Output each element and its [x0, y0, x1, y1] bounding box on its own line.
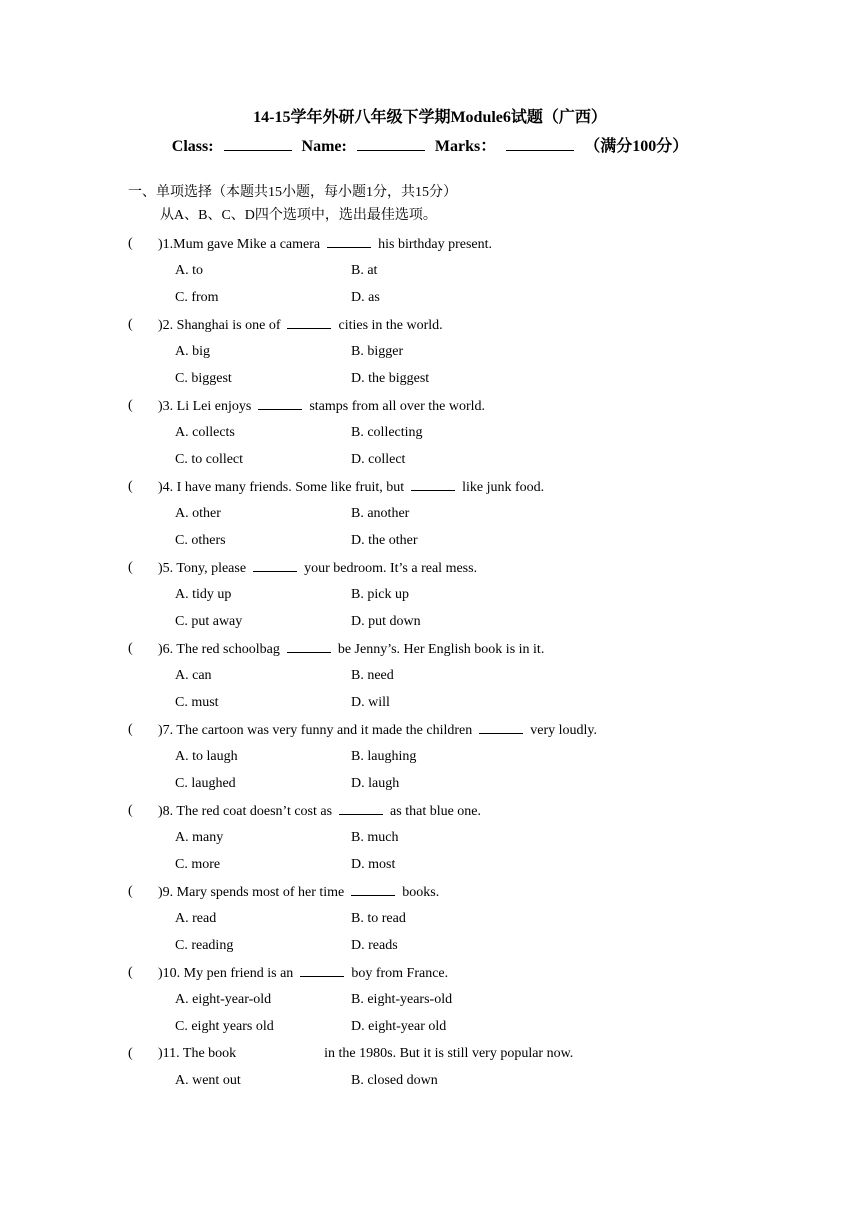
answer-blank: [253, 558, 297, 572]
marks-label: Marks：: [434, 138, 497, 155]
question-row: [0, 1044, 860, 1064]
stem-text-before: )8. The red coat doesn’t cost as: [158, 804, 333, 819]
answer-paren[interactable]: (: [128, 965, 133, 980]
option-item[interactable]: B. much: [351, 830, 399, 845]
option-item[interactable]: B. pick up: [351, 587, 409, 602]
option-row: [0, 855, 860, 875]
stem-text-before: )6. The red schoolbag: [158, 642, 280, 657]
question-row: [0, 639, 860, 659]
stem-text-before: )7. The cartoon was very funny and it made the children: [158, 723, 473, 738]
answer-paren[interactable]: (: [128, 641, 133, 656]
option-row: [0, 612, 860, 632]
option-item[interactable]: C. eight years old: [175, 1019, 274, 1034]
answer-blank: [287, 315, 331, 329]
option-item[interactable]: A. went out: [175, 1073, 241, 1088]
section-heading: 一、单项选择（本题共15小题，每小题1分，共15分）: [128, 185, 457, 200]
option-item[interactable]: B. collecting: [351, 425, 423, 440]
option-row: [0, 369, 860, 389]
option-item[interactable]: C. biggest: [175, 371, 232, 386]
stem-text-after: very loudly.: [530, 723, 597, 738]
option-item[interactable]: D. reads: [351, 938, 398, 953]
question-stem: [158, 963, 448, 984]
answer-blank: [327, 234, 371, 248]
option-item[interactable]: B. bigger: [351, 344, 404, 359]
option-item[interactable]: B. to read: [351, 911, 406, 926]
answer-blank: [351, 882, 395, 896]
answer-blank: [411, 477, 455, 491]
full-marks-note: （满分100分）: [584, 138, 689, 155]
question-row: [0, 720, 860, 740]
stem-text-before: )9. Mary spends most of her time: [158, 885, 345, 900]
option-item[interactable]: A. big: [175, 344, 210, 359]
option-item[interactable]: A. read: [175, 911, 217, 926]
option-item[interactable]: C. reading: [175, 938, 234, 953]
option-item[interactable]: B. at: [351, 263, 378, 278]
answer-blank: [300, 963, 344, 977]
option-row: [0, 909, 860, 929]
option-row: [0, 585, 860, 605]
stem-text-after: books.: [402, 885, 440, 900]
answer-blank: [258, 396, 302, 410]
question-row: [0, 801, 860, 821]
stem-text-after: like junk food.: [462, 480, 545, 495]
option-item[interactable]: A. can: [175, 668, 212, 683]
option-item[interactable]: D. will: [351, 695, 390, 710]
exam-title: 14-15学年外研八年级下学期Module6试题（广西）: [253, 109, 607, 126]
option-item[interactable]: C. more: [175, 857, 221, 872]
option-item[interactable]: B. need: [351, 668, 394, 683]
option-item[interactable]: D. collect: [351, 452, 406, 467]
option-row: [0, 936, 860, 956]
option-item[interactable]: A. eight-year-old: [175, 992, 272, 1007]
option-row: [0, 423, 860, 443]
question-row: [0, 315, 860, 335]
option-item[interactable]: A. other: [175, 506, 221, 521]
answer-blank: [236, 1044, 324, 1057]
option-row: [0, 261, 860, 281]
option-item[interactable]: C. must: [175, 695, 219, 710]
answer-paren[interactable]: (: [128, 317, 133, 332]
stem-text-after: his birthday present.: [378, 237, 493, 252]
stem-text-before: )10. My pen friend is an: [158, 966, 294, 981]
stem-text-after: your bedroom. It’s a real mess.: [304, 561, 478, 576]
question-stem: [158, 396, 485, 417]
question-row: [0, 234, 860, 254]
option-row: [0, 504, 860, 524]
question-row: [0, 882, 860, 902]
answer-paren[interactable]: (: [128, 236, 133, 251]
option-item[interactable]: D. the biggest: [351, 371, 430, 386]
stem-text-after: as that blue one.: [390, 804, 482, 819]
section-instruction: 从A、B、C、D四个选项中，选出最佳选项。: [160, 208, 437, 223]
stem-text-after: be Jenny’s. Her English book is in it.: [337, 642, 545, 657]
option-row: [0, 288, 860, 308]
question-row: [0, 963, 860, 983]
class-label: Class:: [171, 138, 214, 155]
stem-text-before: )3. Li Lei enjoys: [158, 399, 252, 414]
question-stem: [158, 801, 481, 822]
question-stem: [158, 477, 544, 498]
stem-text-after: boy from France.: [351, 966, 449, 981]
stem-text-before: )4. I have many friends. Some like fruit, but: [158, 480, 405, 495]
question-stem: [158, 1044, 573, 1064]
option-row: [0, 693, 860, 713]
option-item[interactable]: C. others: [175, 533, 226, 548]
question-stem: [158, 882, 439, 903]
stem-text-after: cities in the world.: [338, 318, 443, 333]
option-item[interactable]: B. another: [351, 506, 410, 521]
option-item[interactable]: A. to: [175, 263, 203, 278]
option-item[interactable]: A. to laugh: [175, 749, 238, 764]
option-item[interactable]: B. laughing: [351, 749, 417, 764]
option-item[interactable]: A. collects: [175, 425, 235, 440]
option-item[interactable]: D. put down: [351, 614, 421, 629]
option-row: [0, 531, 860, 551]
option-item[interactable]: A. many: [175, 830, 224, 845]
answer-paren[interactable]: (: [128, 560, 133, 575]
answer-blank: [287, 639, 331, 653]
answer-paren[interactable]: (: [128, 398, 133, 413]
option-row: [0, 666, 860, 686]
question-row: [0, 558, 860, 578]
option-item[interactable]: D. eight-year old: [351, 1019, 447, 1034]
option-item[interactable]: C. laughed: [175, 776, 236, 791]
stem-text-after: stamps from all over the world.: [309, 399, 486, 414]
option-item[interactable]: C. to collect: [175, 452, 244, 467]
option-item[interactable]: A. tidy up: [175, 587, 232, 602]
stem-text-before: )1.Mum gave Mike a camera: [158, 237, 321, 252]
option-row: [0, 990, 860, 1010]
question-stem: [158, 558, 477, 579]
option-item[interactable]: D. most: [351, 857, 396, 872]
stem-text-after: in the 1980s. But it is still very popular now.: [324, 1046, 574, 1061]
option-row: [0, 342, 860, 362]
question-row: [0, 396, 860, 416]
answer-paren[interactable]: (: [128, 884, 133, 899]
option-item[interactable]: D. laugh: [351, 776, 400, 791]
option-item[interactable]: C. from: [175, 290, 219, 305]
option-row: [0, 1017, 860, 1037]
option-row: [0, 774, 860, 794]
option-row: [0, 450, 860, 470]
option-row: [0, 828, 860, 848]
answer-paren[interactable]: (: [128, 722, 133, 737]
answer-blank: [479, 720, 523, 734]
stem-text-before: )11. The book: [158, 1046, 237, 1061]
option-item[interactable]: C. put away: [175, 614, 243, 629]
name-label: Name:: [301, 138, 347, 155]
answer-blank: [339, 801, 383, 815]
option-item[interactable]: D. the other: [351, 533, 418, 548]
option-row: [0, 1071, 860, 1091]
answer-paren[interactable]: (: [128, 479, 133, 494]
stem-text-before: )5. Tony, please: [158, 561, 247, 576]
option-item[interactable]: B. eight-years-old: [351, 992, 453, 1007]
answer-paren[interactable]: (: [128, 803, 133, 818]
option-item[interactable]: D. as: [351, 290, 380, 305]
answer-paren[interactable]: (: [128, 1046, 133, 1061]
stem-text-before: )2. Shanghai is one of: [158, 318, 281, 333]
question-stem: [158, 639, 544, 660]
question-row: [0, 477, 860, 497]
option-item[interactable]: B. closed down: [351, 1073, 438, 1088]
question-stem: [158, 234, 492, 255]
question-stem: [158, 315, 443, 336]
question-stem: [158, 720, 597, 741]
option-row: [0, 747, 860, 767]
